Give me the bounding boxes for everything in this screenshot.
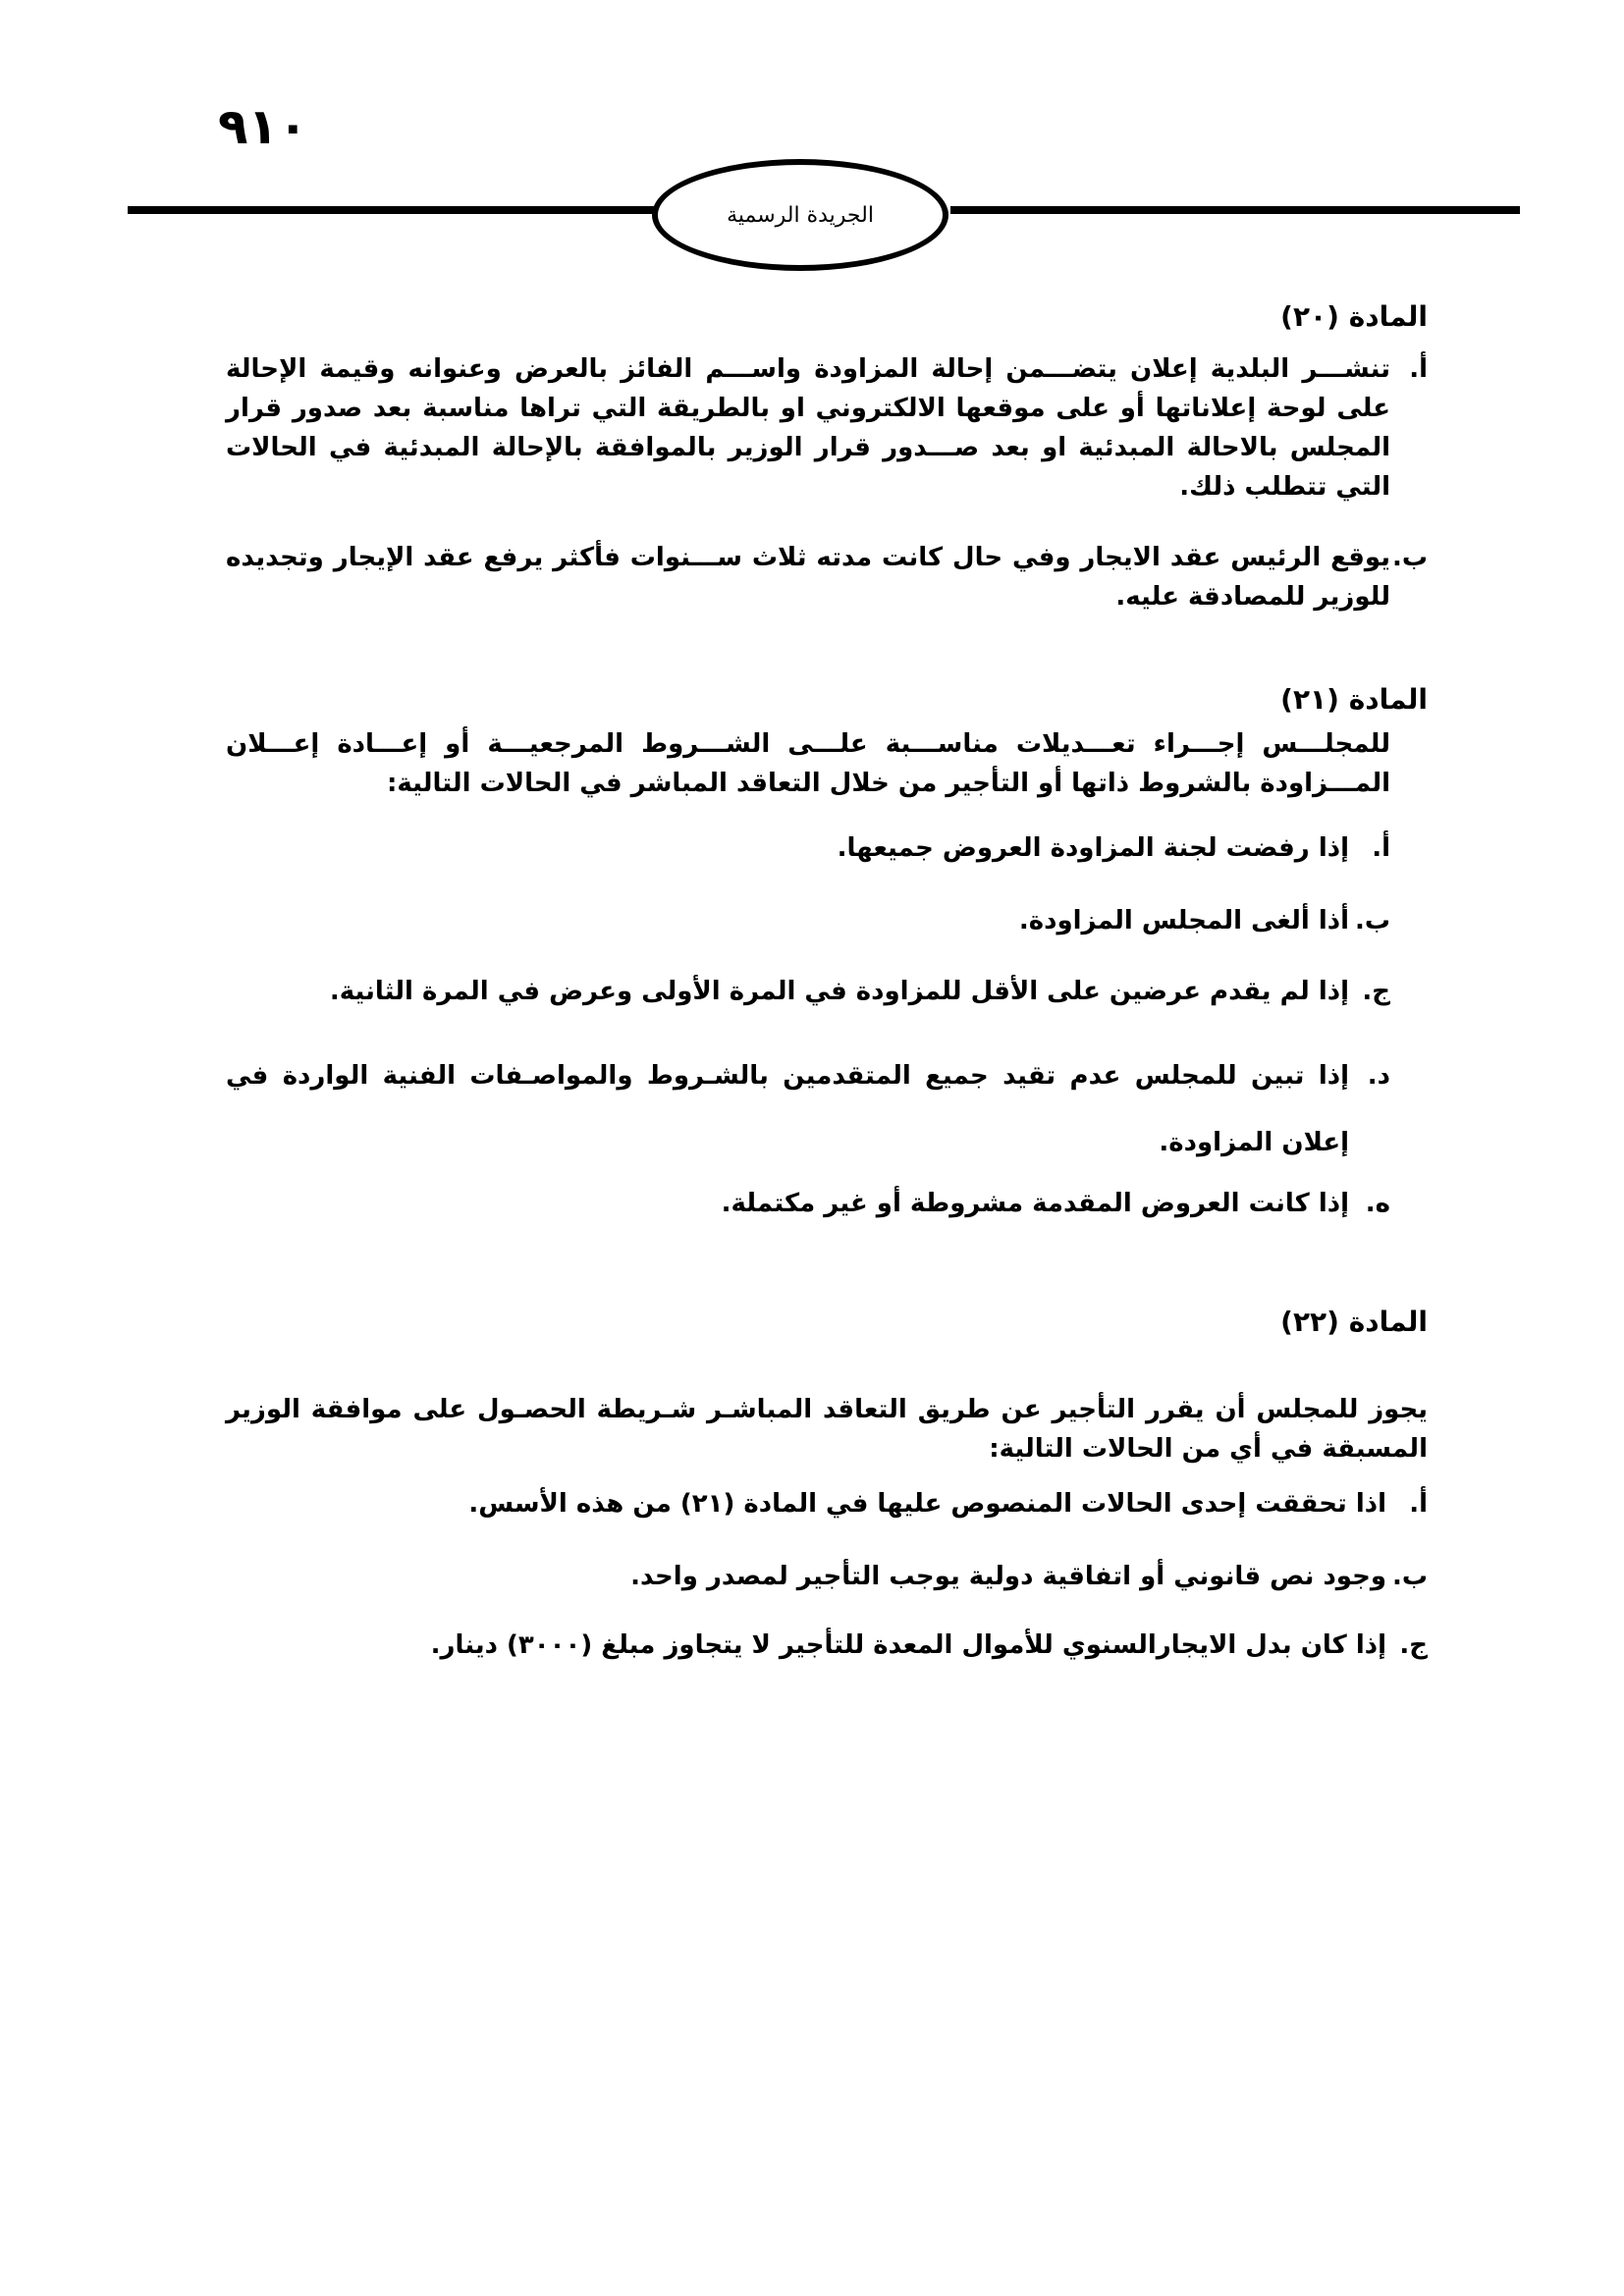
article-21-item-a [226,828,1390,868]
article-22-item-a [226,1484,1428,1523]
item-text: وجود نص قانوني أو اتفاقية دولية يوجب التأجير لمصدر واحد. [630,1562,1386,1591]
item-marker: ب. [1354,906,1390,935]
item-text: إذا كان بدل الايجارالسنوي للأموال المعدة للتأجير لا يتجاوز مبلغ (٣٠٠٠) دينار. [430,1630,1386,1660]
header-rule-right [950,206,1520,214]
item-marker: أ. [1372,833,1390,863]
article-20-heading: المادة (٢٠) [1280,300,1428,333]
article-20-item-a [226,349,1428,507]
gazette-title-oval [652,159,948,271]
item-text: يوقع الرئيس عقد الايجار وفي حال كانت مدته ثلاث ســـنوات فأكثر يرفع عقد الإيجار وتجديده للوزير للمصادقة عليه. [226,543,1390,612]
item-marker: ه. [1365,1189,1390,1218]
item-marker: د. [1367,1061,1390,1091]
article-21-item-c [226,972,1390,1011]
article-21-intro: للمجلـــس إجـــراء تعـــديلات مناســـبة علـــى الشـــروط المرجعيـــة أو إعـــادة إعـــلان المـــزاودة بالشروط ذاتها أو التأجير من خلال التعاقد المباشر في الحالات التالية: [226,729,1390,798]
item-marker: أ. [1409,354,1428,384]
header-rule-left [128,206,656,214]
item-text: تنشـــر البلدية إعلان يتضـــمن إحالة المزاودة واســـم الفائز بالعرض وعنوانه وقيمة الإحالة على لوحة إعلاناتها أو على موقعها الالكتروني او بالطريقة التي تراها مناسبة بعد صدور قرار المجلس بالاحالة المبدئية او بعد صـــدور قرار الوزير بالموافقة بالإحالة المبدئية في الحالات التي تتطلب ذلك. [226,354,1390,502]
article-22-item-b [226,1557,1428,1596]
item-marker: ج. [1399,1630,1428,1660]
article-21-item-b [226,901,1390,940]
item-marker: ب. [1391,543,1428,572]
article-21-item-e [226,1184,1390,1223]
article-22-item-c [226,1626,1428,1665]
item-text: إذا لم يقدم عرضين على الأقل للمزاودة في المرة الأولى وعرض في المرة الثانية. [329,977,1349,1006]
item-marker: أ. [1409,1489,1428,1519]
article-21-heading: المادة (٢١) [1280,683,1428,716]
page-number: ٩١٠ [218,98,308,155]
item-marker: ج. [1362,977,1390,1006]
article-22-heading: المادة (٢٢) [1280,1306,1428,1338]
gazette-title: الجريدة الرسمية [727,202,874,228]
article-22-intro: يجوز للمجلس أن يقرر التأجير عن طريق التعاقد المباشـر شـريطة الحصـول على موافقة الوزير المسبقة في أي من الحالات التالية: [226,1395,1428,1464]
article-21-item-d [226,1042,1390,1176]
item-text: اذا تحققت إحدى الحالات المنصوص عليها في المادة (٢١) من هذه الأسس. [468,1489,1386,1519]
item-text: أذا ألغى المجلس المزاودة. [1018,906,1349,935]
item-text: إذا رفضت لجنة المزاودة العروض جميعها. [837,833,1349,863]
item-text: إذا تبين للمجلس عدم تقيد جميع المتقدمين بالشـروط والمواصـفات الفنية الواردة في إعلان المزاودة. [226,1061,1349,1157]
article-20-item-b [226,538,1428,616]
item-marker: ب. [1391,1562,1428,1591]
item-text: إذا كانت العروض المقدمة مشروطة أو غير مكتملة. [721,1189,1349,1218]
